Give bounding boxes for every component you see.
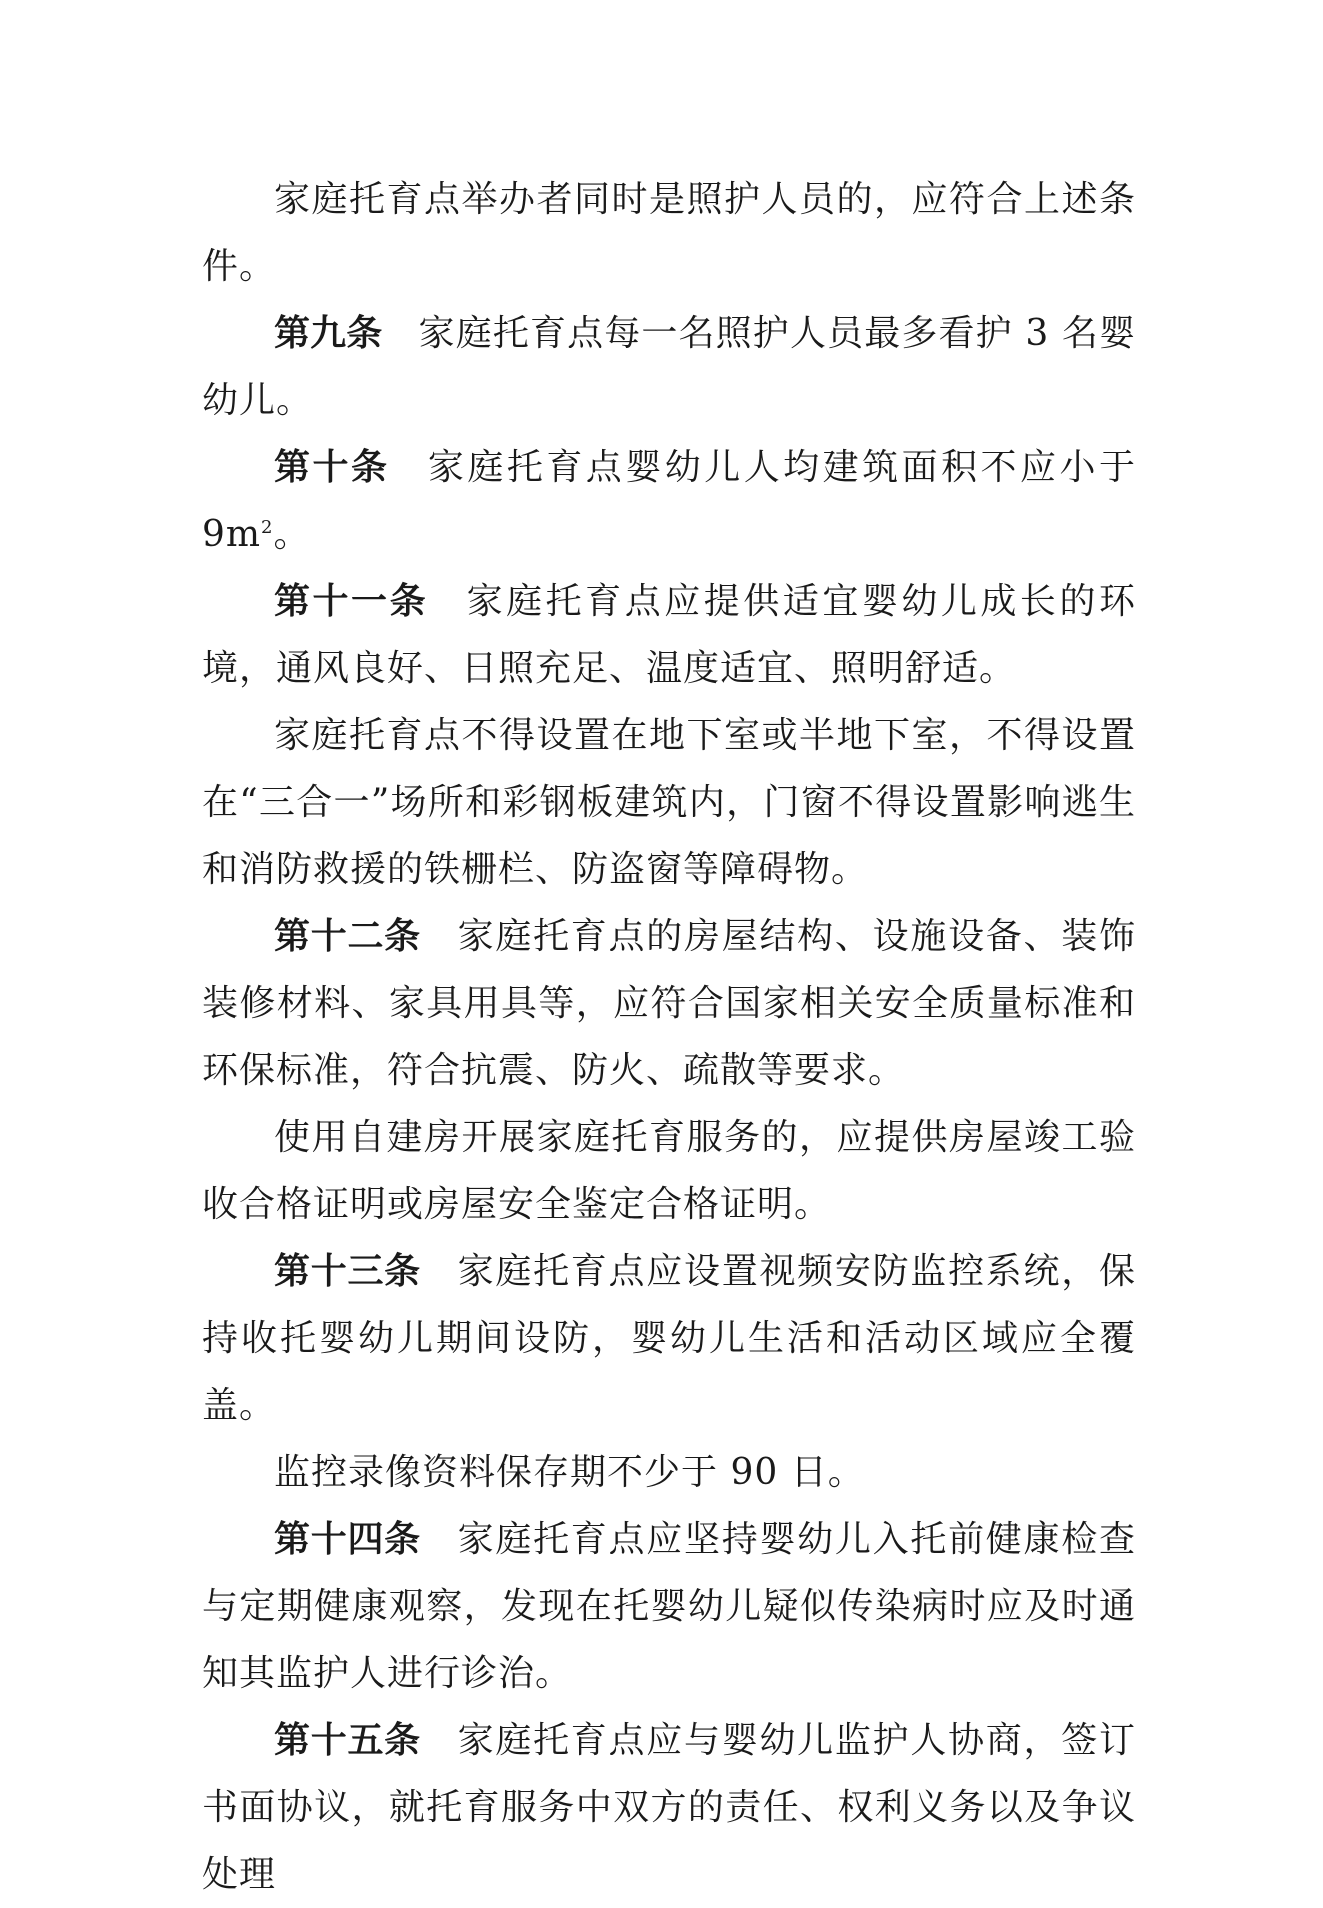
article-14 — [202, 1506, 1136, 1707]
article-15 — [202, 1707, 1136, 1908]
article-label: 第十三条 — [274, 1251, 421, 1292]
article-12 — [202, 903, 1136, 1104]
paragraph-text: 使用自建房开展家庭托育服务的，应提供房屋竣工验收合格证明或房屋安全鉴定合格证明。 — [202, 1117, 1136, 1225]
paragraph-text: 家庭托育点应设置视频安防监控系统，保持收托婴幼儿期间设防，婴幼儿生活和活动区域应全覆盖。 — [202, 1251, 1136, 1426]
article-label: 第十五条 — [274, 1720, 421, 1761]
document-body — [202, 166, 1136, 1908]
superscript: 2 — [261, 517, 274, 538]
paragraph-text: 家庭托育点应坚持婴幼儿入托前健康检查与定期健康观察，发现在托婴幼儿疑似传染病时应及时通知其监护人进行诊治。 — [202, 1519, 1136, 1694]
article-11 — [202, 568, 1136, 702]
paragraph-1 — [202, 166, 1136, 300]
paragraph-text: 家庭托育点不得设置在地下室或半地下室，不得设置在“三合一”场所和彩钢板建筑内，门窗不得设置影响逃生和消防救援的铁栅栏、防盗窗等障碍物。 — [202, 715, 1136, 890]
article-label: 第十一条 — [274, 581, 429, 622]
article-10 — [202, 434, 1136, 568]
paragraph-9 — [202, 1439, 1136, 1506]
paragraph-text: 家庭托育点婴幼儿人均建筑面积不应小于 9m — [202, 447, 1136, 555]
paragraph-text: 家庭托育点应与婴幼儿监护人协商，签订书面协议，就托育服务中双方的责任、权利义务以及争议处理 — [202, 1720, 1136, 1895]
article-label: 第十四条 — [274, 1519, 421, 1560]
article-label: 第十二条 — [274, 916, 421, 957]
paragraph-text: 监控录像资料保存期不少于 90 日。 — [274, 1452, 865, 1493]
paragraph-text: 家庭托育点应提供适宜婴幼儿成长的环境，通风良好、日照充足、温度适宜、照明舒适。 — [202, 581, 1136, 689]
paragraph-text: 家庭托育点的房屋结构、设施设备、装饰装修材料、家具用具等，应符合国家相关安全质量标准和环保标准，符合抗震、防火、疏散等要求。 — [202, 916, 1136, 1091]
paragraph-5 — [202, 702, 1136, 903]
paragraph-7 — [202, 1104, 1136, 1238]
article-13 — [202, 1238, 1136, 1439]
paragraph-text: 家庭托育点每一名照护人员最多看护 3 名婴幼儿。 — [202, 313, 1136, 421]
article-9 — [202, 300, 1136, 434]
paragraph-tail: 。 — [273, 514, 311, 555]
article-label: 第十条 — [274, 447, 390, 488]
paragraph-text: 家庭托育点举办者同时是照护人员的，应符合上述条件。 — [202, 179, 1136, 287]
article-label: 第九条 — [274, 313, 383, 354]
